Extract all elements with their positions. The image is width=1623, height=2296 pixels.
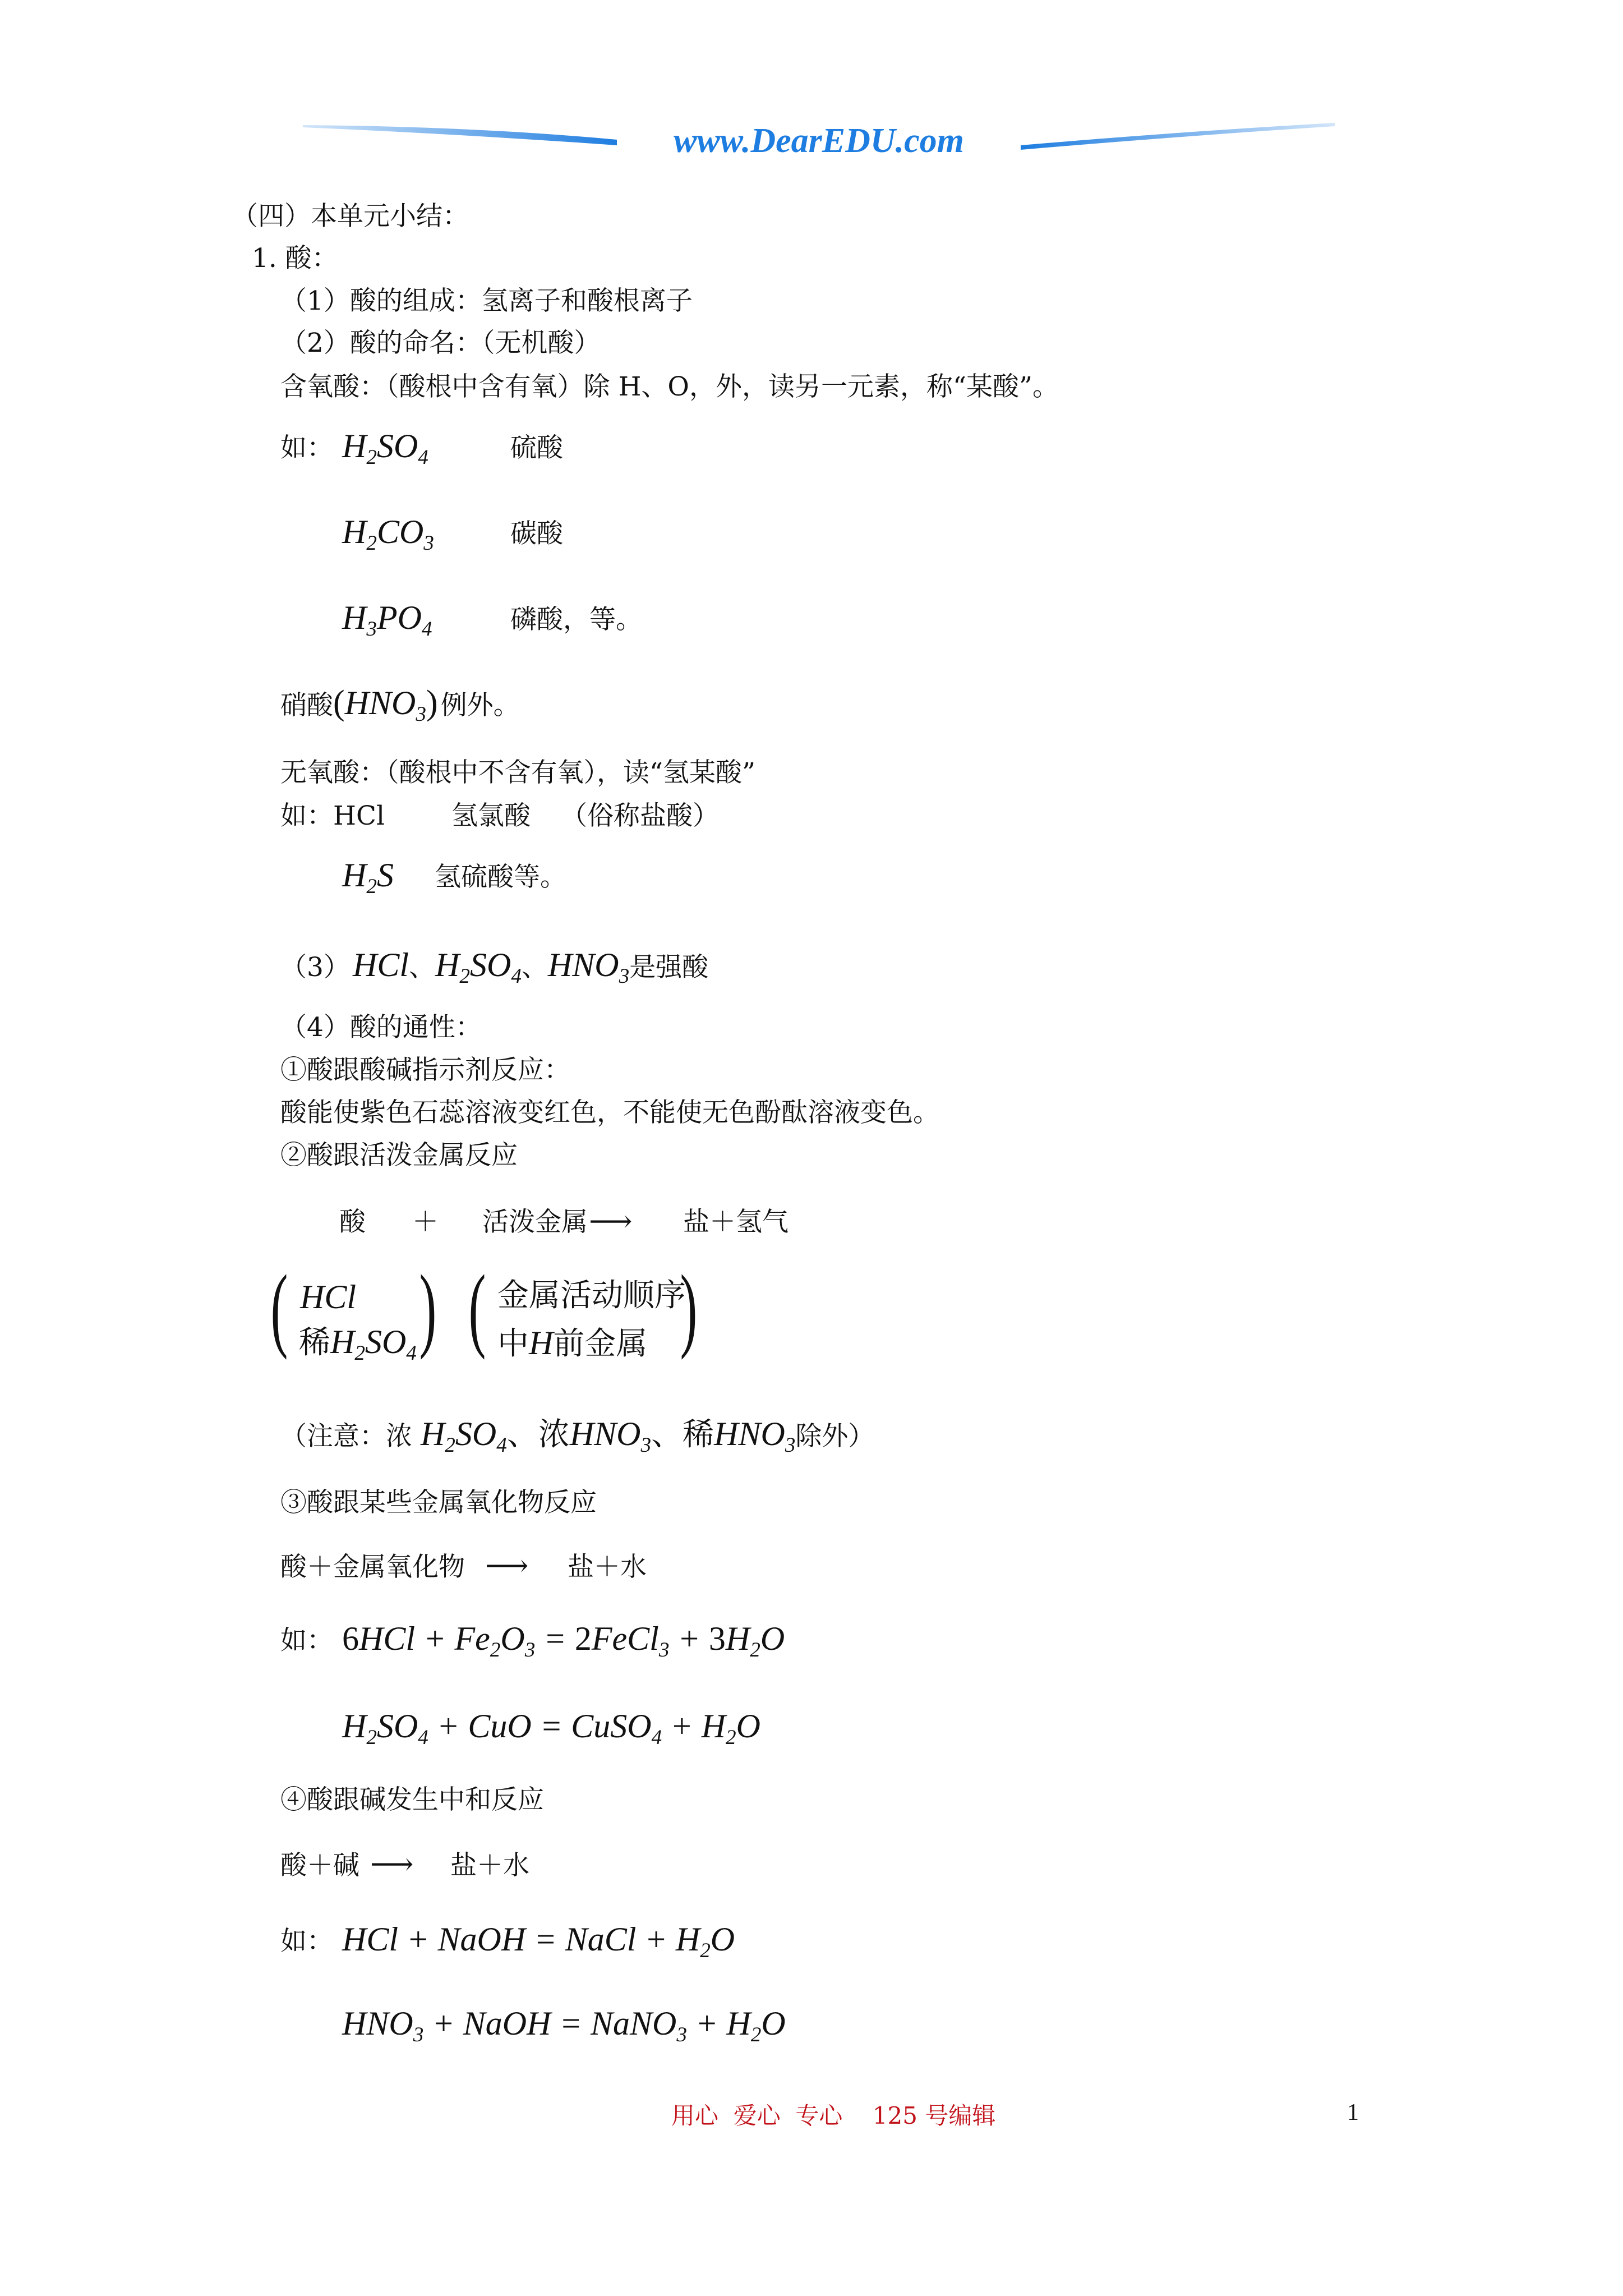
- formula-h2so4: $H_2SO_4$: [342, 427, 428, 469]
- oxo-acid-rule: 含氧酸：（酸根中含有氧）除 H、O，外，读另一元素，称“某酸”。: [280, 371, 1059, 402]
- exception-note: （注意：浓 $H_2SO_4$、浓$HNO_3$、稀$HNO_3$除外）: [280, 1415, 875, 1457]
- rx3-arrow: ⟶: [370, 1846, 414, 1881]
- property-1-text: 酸能使紫色石蕊溶液变红色，不能使无色酚酞溶液变色。: [280, 1097, 939, 1128]
- formula-hno3: $HNO_3$: [344, 684, 426, 726]
- formula-h3po4: $H_3PO_4$: [342, 599, 432, 641]
- name-carbonic-acid: 碳酸: [510, 518, 563, 549]
- metals-before-h: [497, 1326, 647, 1360]
- banner-swoosh-right: [1021, 123, 1335, 150]
- nitric-acid-label: 硝酸: [280, 690, 333, 721]
- left-paren-open: (: [270, 1256, 288, 1360]
- property-2-title: ②酸跟活泼金属反应: [280, 1140, 518, 1171]
- example-prefix-3: 如：: [280, 1926, 333, 1957]
- site-banner-logo: [303, 115, 1335, 165]
- property-4-title: ④酸跟碱发生中和反应: [280, 1784, 544, 1815]
- rx1-product: 盐＋氢气: [683, 1207, 789, 1237]
- name-sulfuric-acid: 硫酸: [510, 432, 563, 463]
- activity-series-label: 金属活动顺序: [497, 1277, 686, 1314]
- note-concentrated: 、浓: [506, 1416, 570, 1453]
- acid-composition: （1）酸的组成：氢离子和酸根离子: [280, 286, 693, 316]
- name-hydrosulfuric-acid: 氢硫酸等。: [435, 862, 566, 892]
- example-prefix: 如：: [280, 432, 333, 463]
- strong-acids-line: [280, 948, 708, 987]
- rx2-text: 酸＋金属氧化物: [280, 1552, 465, 1582]
- formula-h2s: $H_2S$: [342, 857, 394, 898]
- dilute-h2so4: 稀$H_2SO_4$: [299, 1323, 417, 1365]
- page-number: 1: [1347, 2100, 1359, 2125]
- equation-hno3-naoh: $HNO_3$ + NaOH = NaNO$_3$ + $H_2O$: [342, 2005, 786, 2046]
- acid-naming: （2）酸的命名：（无机酸）: [280, 328, 601, 358]
- separator: 、: [409, 952, 436, 983]
- name-phosphoric-acid: 磷酸，等。: [510, 604, 642, 635]
- section-title: （四）本单元小结：: [232, 201, 469, 232]
- page-footer: 用心 爱心 专心 125 号编辑: [671, 2102, 996, 2129]
- rx2-result: 盐＋水: [568, 1552, 647, 1582]
- formula-hcl: HCl: [353, 946, 409, 983]
- metals-before-h-pre: 中: [497, 1326, 529, 1362]
- hcl-example-prefix: 如：HCl: [280, 800, 385, 831]
- banner-site-text: www.DearEDU.com: [674, 122, 964, 160]
- banner-swoosh-left: [303, 125, 617, 145]
- property-3-title: ③酸跟某些金属氧化物反应: [280, 1487, 597, 1518]
- formula-hcl-bracket: HCl: [300, 1278, 357, 1315]
- property-1-title: ①酸跟酸碱指示剂反应：: [280, 1055, 570, 1085]
- hcl-common-name: （俗称盐酸）: [561, 800, 719, 831]
- rx1-active-metal: 活泼金属: [482, 1207, 588, 1237]
- rx3-result: 盐＋水: [450, 1850, 529, 1881]
- note-dilute: 、稀: [651, 1416, 714, 1453]
- acid-general-properties: （4）酸的通性：: [280, 1012, 482, 1043]
- example-prefix-2: 如：: [280, 1625, 333, 1656]
- rx3-text: 酸＋碱: [280, 1850, 359, 1881]
- strong-acids-text: 是强酸: [629, 952, 709, 983]
- separator: 、: [521, 952, 548, 983]
- right-paren-open: (: [468, 1256, 486, 1360]
- rx1-acid: 酸: [339, 1207, 366, 1237]
- formula-hno3-strong: $HNO_3$: [547, 946, 630, 988]
- note-suffix: 除外）: [795, 1421, 875, 1452]
- rx2-arrow: ⟶: [485, 1548, 529, 1583]
- formula-h2co3: $H_2CO_3$: [342, 513, 434, 555]
- right-paren-close: ): [680, 1256, 698, 1360]
- item-acid: 1. 酸：: [252, 243, 338, 274]
- note-prefix: （注意：浓: [280, 1421, 421, 1452]
- nitric-exception-line: 硝酸$(HNO_3)$ 例外。: [280, 684, 520, 726]
- formula-h2so4-strong: $H_2SO_4$: [435, 946, 522, 988]
- equation-hcl-naoh: HCl + NaOH = NaCl + $H_2O$: [342, 1921, 735, 1962]
- nitric-exception-text: 例外。: [440, 690, 520, 721]
- rx1-plus: ＋: [412, 1207, 439, 1237]
- strong-acids-label: （3）: [280, 952, 350, 983]
- metals-before-h-symbol: H: [529, 1324, 554, 1361]
- left-paren-close: ): [419, 1256, 437, 1360]
- equation-h2so4-cuo: $H_2SO_4$ + CuO = CuSO$_4$ + $H_2O$: [342, 1708, 760, 1749]
- equation-hcl-fe2o3: $6HCl + Fe_2O_3$ = 2FeCl$_3$ + $3H_2O$: [342, 1620, 785, 1662]
- rx1-arrow: ⟶: [589, 1203, 633, 1239]
- anoxy-acid-rule: 无氧酸：（酸根中不含有氧），读“氢某酸”: [280, 757, 756, 788]
- dilute-label: 稀: [299, 1324, 330, 1361]
- name-hydrochloric-acid: 氢氯酸: [451, 800, 531, 831]
- metals-before-h-post: 前金属: [553, 1326, 648, 1362]
